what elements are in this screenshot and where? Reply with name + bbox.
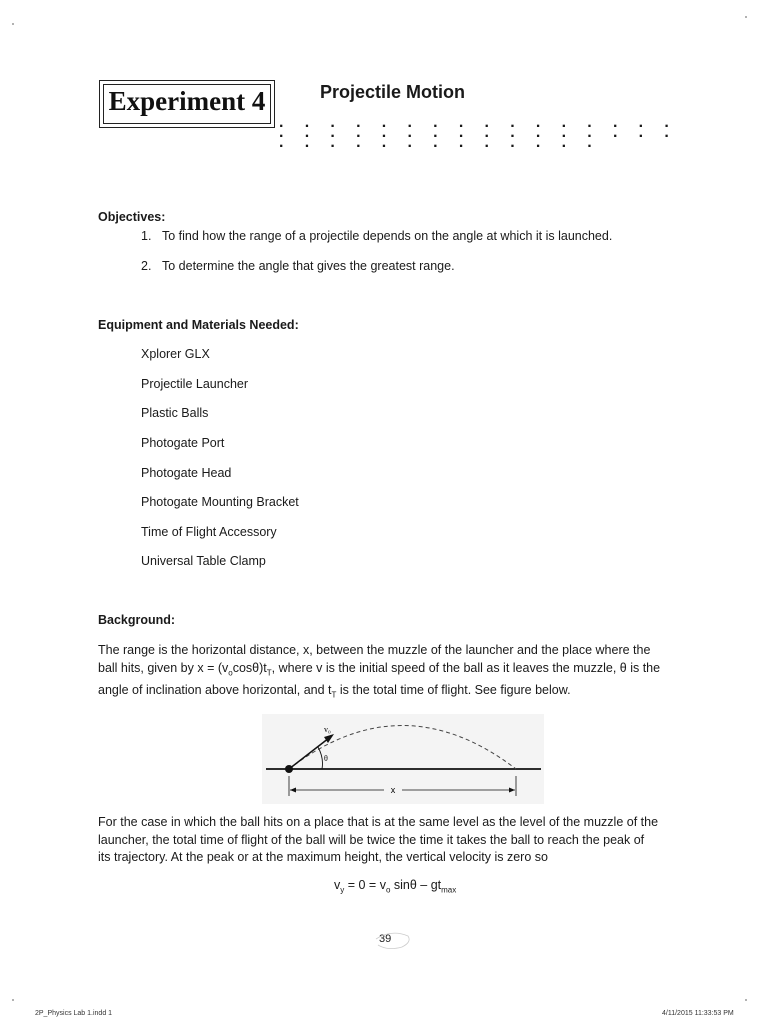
- dotted-rule: . . . . . . . . . . . . . . . . . . . . . . . . . . . . . . . . . . . . . . . . . . . . .: [279, 114, 678, 151]
- objective-text: To find how the range of a projectile depends on the angle at which it is launched.: [162, 229, 613, 243]
- experiment-box: [99, 80, 275, 128]
- equipment-item: Universal Table Clamp: [141, 554, 266, 568]
- objective-num: 2.: [141, 259, 152, 273]
- equipment-heading: Equipment and Materials Needed:: [98, 318, 299, 332]
- equipment-item: Photogate Mounting Bracket: [141, 495, 299, 509]
- background-paragraph-2: [98, 814, 690, 867]
- objective-num: 1.: [141, 229, 152, 243]
- page-number-decoration: [372, 928, 412, 950]
- distance-label: x: [390, 785, 396, 795]
- equipment-item: Photogate Head: [141, 466, 232, 480]
- topic-title: Projectile Motion: [320, 82, 466, 102]
- ball: [285, 765, 293, 773]
- objectives-heading: Objectives:: [98, 210, 166, 224]
- equation: $v_y = 0 = v_o$ sinθ – $gt_{max}$: [334, 878, 457, 895]
- text-line: launcher, the total time of flight of the ball will be twice the time it takes the ball to reach the peak of: [98, 832, 645, 847]
- background-paragraph-1: [98, 642, 690, 704]
- equipment-item: Plastic Balls: [141, 406, 209, 420]
- text-line: its trajectory. At the peak or at the maximum height, the vertical velocity is zero so: [98, 850, 548, 864]
- equipment-item: Projectile Launcher: [141, 377, 249, 391]
- equipment-item: Time of Flight Accessory: [141, 525, 277, 539]
- text-line: For the case in which the ball hits on a place that is at the same level as the level of the muzzle of the: [98, 815, 659, 829]
- page-number: 39: [379, 933, 392, 945]
- angle-label: θ: [324, 754, 328, 763]
- velocity-label: v₀: [324, 725, 331, 734]
- text-line: ball hits, given by $x = (v_o\cos\theta)t_T$, where v is the initial speed of the ball as it leaves the muzzle, θ is the: [98, 660, 661, 677]
- equipment-item: Photogate Port: [141, 436, 225, 450]
- footer-filename: 2P_Physics Lab 1.indd 1: [35, 1010, 113, 1017]
- text-line: angle of inclination above horizontal, and $t_T$ is the total time of flight. See figure below.: [98, 682, 571, 699]
- projectile-figure: [262, 714, 544, 804]
- footer-timestamp: 4/11/2015 11:33:53 PM: [662, 1010, 734, 1017]
- equipment-item: Xplorer GLX: [141, 347, 210, 361]
- objective-text: To determine the angle that gives the greatest range.: [162, 259, 455, 273]
- background-heading: Background:: [98, 613, 176, 627]
- text-line: The range is the horizontal distance, x, between the muzzle of the launcher and the place where the: [98, 643, 651, 657]
- experiment-title: Experiment 4: [108, 86, 266, 116]
